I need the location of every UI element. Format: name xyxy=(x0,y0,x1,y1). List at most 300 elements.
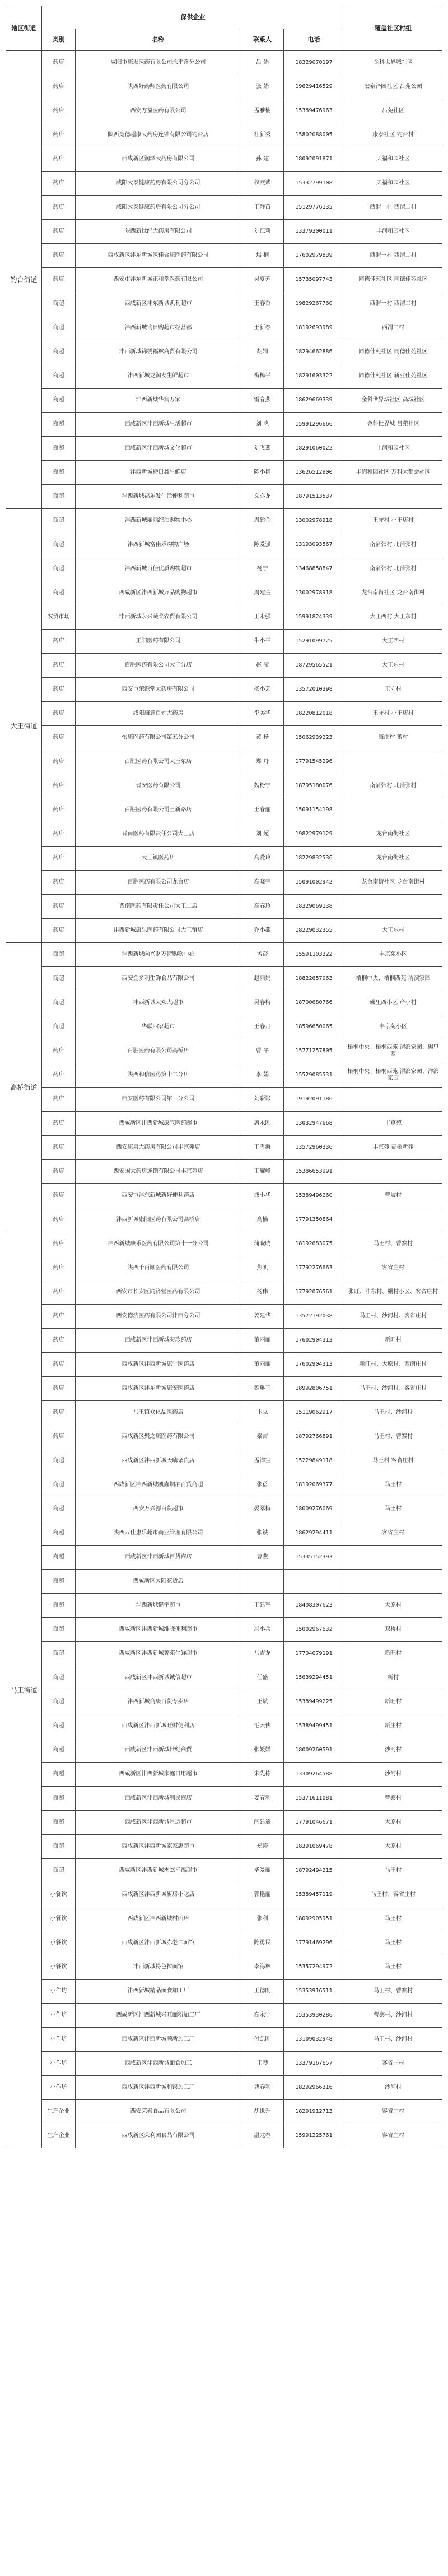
phone-cell: 15389499451 xyxy=(284,1714,344,1738)
table-row xyxy=(6,847,442,871)
header-row-top xyxy=(6,6,442,29)
name-cell: 陕西千百顺医药有限公司 xyxy=(76,1256,241,1280)
phone-cell: 18009276069 xyxy=(284,1497,344,1521)
table-row xyxy=(6,292,442,316)
type-cell: 小餐饮 xyxy=(42,1883,76,1907)
type-cell: 商超 xyxy=(42,292,76,316)
type-cell: 小作坊 xyxy=(42,2052,76,2076)
phone-cell: 15091002942 xyxy=(284,871,344,895)
phone-cell: 17602904313 xyxy=(284,1353,344,1377)
phone-cell: 19629416529 xyxy=(284,75,344,99)
contact-cell: 高爱玲 xyxy=(241,847,284,871)
contact-cell: 高永宁 xyxy=(241,2004,284,2028)
coverage-cell: 马王村、沙河村 xyxy=(344,2028,442,2052)
type-cell: 商超 xyxy=(42,1642,76,1666)
table-row xyxy=(6,99,442,123)
type-cell: 商超 xyxy=(42,364,76,389)
name-cell: 西咸新区沣西新城诚信超市 xyxy=(76,1666,241,1690)
table-row xyxy=(6,1546,442,1570)
coverage-cell: 大原村 xyxy=(344,1594,442,1618)
type-cell: 药店 xyxy=(42,196,76,220)
contact-cell: 焦凯 xyxy=(241,1256,284,1280)
phone-cell: 15002967632 xyxy=(284,1618,344,1642)
phone-cell: 15229849118 xyxy=(284,1449,344,1473)
table-row xyxy=(6,1280,442,1305)
header-supplier: 保供企业 xyxy=(42,6,344,29)
type-cell: 商超 xyxy=(42,1594,76,1618)
table-row xyxy=(6,702,442,726)
table-row xyxy=(6,1835,442,1859)
name-cell: 西安市沣东新城新好便利药店 xyxy=(76,1184,241,1208)
coverage-cell: 西渭一村 西渭二村 xyxy=(344,292,442,316)
phone-cell: 18291060022 xyxy=(284,437,344,461)
type-cell: 商超 xyxy=(42,1449,76,1473)
contact-cell: 孙 建 xyxy=(241,147,284,172)
type-cell: 药店 xyxy=(42,220,76,244)
type-cell: 药店 xyxy=(42,774,76,798)
type-cell: 药店 xyxy=(42,1136,76,1160)
type-cell: 药店 xyxy=(42,1353,76,1377)
contact-cell: 吴夏芳 xyxy=(241,268,284,292)
table-row xyxy=(6,1425,442,1449)
phone-cell: 15357294972 xyxy=(284,1955,344,1980)
phone-cell: 15389476963 xyxy=(284,99,344,123)
phone-cell: 15802088005 xyxy=(284,123,344,147)
type-cell: 药店 xyxy=(42,1377,76,1401)
coverage-cell: 大王东村 xyxy=(344,654,442,678)
type-cell: 商超 xyxy=(42,581,76,605)
coverage-cell: 王守村 xyxy=(344,678,442,702)
table-row xyxy=(6,1907,442,1931)
phone-cell: 18291603322 xyxy=(284,364,344,389)
coverage-cell: 客省庄村 xyxy=(344,1521,442,1546)
type-cell: 药店 xyxy=(42,798,76,822)
phone-cell: 18992806751 xyxy=(284,1377,344,1401)
phone-cell: 17791046671 xyxy=(284,1811,344,1835)
phone-cell: 18292966316 xyxy=(284,2076,344,2100)
name-cell: 西咸新区沣西新城百货商店 xyxy=(76,1546,241,1570)
name-cell: 西安万兴源百货超市 xyxy=(76,1497,241,1521)
table-row xyxy=(6,1136,442,1160)
phone-cell: 18391069478 xyxy=(284,1835,344,1859)
table-row xyxy=(6,2076,442,2100)
contact-cell: 闫建斌 xyxy=(241,1811,284,1835)
coverage-cell: 丰京苑小区 xyxy=(344,1015,442,1039)
table-row xyxy=(6,1088,442,1112)
contact-cell: 王春月 xyxy=(241,1015,284,1039)
contact-cell: 魏粉宁 xyxy=(241,774,284,798)
phone-cell: 18629294411 xyxy=(284,1521,344,1546)
coverage-cell: 新旺村 xyxy=(344,1642,442,1666)
contact-cell: 郑 丹 xyxy=(241,750,284,774)
type-cell: 商超 xyxy=(42,1763,76,1787)
name-cell: 西咸新区聚之康医药有限公司 xyxy=(76,1425,241,1449)
type-cell: 药店 xyxy=(42,1401,76,1425)
table-row xyxy=(6,991,442,1015)
phone-cell: 15353930286 xyxy=(284,2004,344,2028)
coverage-cell: 丰京苑 高桥新苑 xyxy=(344,1136,442,1160)
name-cell: 西咸新区沣西新城文化超市 xyxy=(76,437,241,461)
table-row xyxy=(6,1883,442,1907)
phone-cell: 15591103322 xyxy=(284,943,344,967)
phone-cell: 17792276663 xyxy=(284,1256,344,1280)
phone-cell: 18792494215 xyxy=(284,1859,344,1883)
phone-cell: 18092091871 xyxy=(284,147,344,172)
coverage-cell: 沙河村 xyxy=(344,1738,442,1763)
table-row xyxy=(6,1714,442,1738)
coverage-cell: 宏泰泽园社区 吕苑公园 xyxy=(344,75,442,99)
name-cell: 沣西新城康阳医药有限公司高桥店 xyxy=(76,1208,241,1232)
contact-cell: 赵 莹 xyxy=(241,654,284,678)
table-row xyxy=(6,967,442,991)
coverage-cell: 新旺村、大原村、西南庄村 xyxy=(344,1353,442,1377)
contact-cell: 雷春燕 xyxy=(241,389,284,413)
contact-cell: 孟洋宝 xyxy=(241,1449,284,1473)
table-row xyxy=(6,1570,442,1594)
name-cell: 西咸新区沣西新城世纪商贸 xyxy=(76,1738,241,1763)
coverage-cell: 客省庄村 xyxy=(344,2100,442,2124)
coverage-cell xyxy=(344,485,442,509)
table-row xyxy=(6,389,442,413)
coverage-cell: 龙台南街社区 龙台南街村 xyxy=(344,581,442,605)
coverage-cell: 马王村 xyxy=(344,1473,442,1497)
table-row xyxy=(6,268,442,292)
phone-cell: 13626512900 xyxy=(284,461,344,485)
type-cell: 商超 xyxy=(42,389,76,413)
contact-cell: 张利 xyxy=(241,1907,284,1931)
coverage-cell: 马王村 xyxy=(344,1955,442,1980)
coverage-cell: 双桥村 xyxy=(344,1618,442,1642)
name-cell: 西咸新区沣西新城赤老二面馆 xyxy=(76,1931,241,1955)
header-coverage: 覆盖社区村组 xyxy=(344,6,442,51)
header-name: 名称 xyxy=(76,29,241,51)
table-row xyxy=(6,1449,442,1473)
contact-cell: 王春香 xyxy=(241,292,284,316)
coverage-cell: 同德佳苑社区 同德佳苑社区 xyxy=(344,268,442,292)
coverage-cell: 大王东村 xyxy=(344,919,442,943)
table-row xyxy=(6,1811,442,1835)
phone-cell: 15371611081 xyxy=(284,1787,344,1811)
name-cell: 西咸新区沣西新城顺新加工厂 xyxy=(76,2028,241,2052)
name-cell: 沣西新城特日鑫生鲜店 xyxy=(76,461,241,485)
contact-cell: 曹 平 xyxy=(241,1039,284,1063)
contact-cell: 吕 娟 xyxy=(241,51,284,75)
coverage-cell: 曹坡村 xyxy=(344,1184,442,1208)
name-cell: 咸阳大泰健康药房有限公司分公司 xyxy=(76,172,241,196)
phone-cell: 15386653991 xyxy=(284,1160,344,1184)
phone-cell: 15332799108 xyxy=(284,172,344,196)
type-cell: 药店 xyxy=(42,847,76,871)
coverage-cell: 曹寨村、沙河村 xyxy=(344,2004,442,2028)
coverage-cell: 康庄村 蓄村 xyxy=(344,726,442,750)
type-cell: 药店 xyxy=(42,895,76,919)
type-cell: 商超 xyxy=(42,967,76,991)
phone-cell xyxy=(284,1570,344,1594)
table-row xyxy=(6,1305,442,1329)
contact-cell: 毛云侠 xyxy=(241,1714,284,1738)
phone-cell: 18229032355 xyxy=(284,919,344,943)
type-cell: 商超 xyxy=(42,1835,76,1859)
type-cell: 农贸市场 xyxy=(42,605,76,630)
name-cell: 陕西新世纪大药房有限公司 xyxy=(76,220,241,244)
contact-cell: 高春玲 xyxy=(241,895,284,919)
coverage-cell: 客省庄村 xyxy=(344,2052,442,2076)
name-cell: 沣西新城钓日购超市经营部 xyxy=(76,316,241,340)
name-cell: 西咸新区沣西新城杰杰幸福超市 xyxy=(76,1859,241,1883)
contact-cell: 王静苗 xyxy=(241,196,284,220)
name-cell: 西咸新区沣东新城医佳合康医药有限公司 xyxy=(76,244,241,268)
phone-cell: 15353916511 xyxy=(284,1980,344,2004)
phone-cell: 18792766891 xyxy=(284,1425,344,1449)
coverage-cell: 马王村 客省庄村 xyxy=(344,1449,442,1473)
name-cell: 西咸新区沣东新城凯利超市 xyxy=(76,292,241,316)
type-cell: 药店 xyxy=(42,1256,76,1280)
contact-cell: 郑涛 xyxy=(241,1835,284,1859)
coverage-cell: 丰京苑小区 xyxy=(344,943,442,967)
phone-cell: 18092905951 xyxy=(284,1907,344,1931)
type-cell: 商超 xyxy=(42,1497,76,1521)
contact-cell: 李 娟 xyxy=(241,1063,284,1088)
name-cell: 华联四家超市 xyxy=(76,1015,241,1039)
name-cell: 西安市沣东新城正和堂医药有限公司 xyxy=(76,268,241,292)
type-cell: 商超 xyxy=(42,461,76,485)
phone-cell: 13002978918 xyxy=(284,581,344,605)
name-cell: 西咸新区沣西新城生活超市 xyxy=(76,413,241,437)
coverage-cell: 马王村、沙河村 xyxy=(344,1401,442,1425)
table-row xyxy=(6,1473,442,1497)
name-cell: 西咸新区沣西新城康宁医药店 xyxy=(76,1353,241,1377)
phone-cell: 18220812018 xyxy=(284,702,344,726)
contact-cell: 张媛媛 xyxy=(241,1738,284,1763)
coverage-cell: 西渭二村 xyxy=(344,316,442,340)
contact-cell: 王建军 xyxy=(241,1594,284,1618)
type-cell: 药店 xyxy=(42,726,76,750)
table-row xyxy=(6,437,442,461)
type-cell: 药店 xyxy=(42,1184,76,1208)
name-cell: 沣西新城丽丽纪泊购物中心 xyxy=(76,509,241,533)
phone-cell: 18822657063 xyxy=(284,967,344,991)
phone-cell: 15389496260 xyxy=(284,1184,344,1208)
contact-cell: 刘 超 xyxy=(241,822,284,847)
phone-cell: 15129776135 xyxy=(284,196,344,220)
type-cell: 小作坊 xyxy=(42,2028,76,2052)
phone-cell: 15991824339 xyxy=(284,605,344,630)
phone-cell: 15389499225 xyxy=(284,1690,344,1714)
table-row xyxy=(6,1256,442,1280)
table-row xyxy=(6,461,442,485)
type-cell: 药店 xyxy=(42,678,76,702)
table-row xyxy=(6,340,442,364)
table-row xyxy=(6,1497,442,1521)
table-row xyxy=(6,1666,442,1690)
table-row xyxy=(6,630,442,654)
coverage-cell: 天福和园社区 xyxy=(344,172,442,196)
table-row xyxy=(6,2028,442,2052)
table-row xyxy=(6,172,442,196)
coverage-cell: 王守村 小王店村 xyxy=(344,509,442,533)
coverage-cell xyxy=(344,750,442,774)
name-cell: 晋安医药有限公司 xyxy=(76,774,241,798)
table-row xyxy=(6,147,442,172)
contact-cell: 杜新秀 xyxy=(241,123,284,147)
coverage-cell: 马王村 xyxy=(344,1931,442,1955)
phone-cell: 17704079191 xyxy=(284,1642,344,1666)
table-row xyxy=(6,1160,442,1184)
name-cell: 马王镇众化品医药店 xyxy=(76,1401,241,1425)
name-cell: 沣西新城福乐发生活便利超市 xyxy=(76,485,241,509)
coverage-cell: 客省庄村 xyxy=(344,1256,442,1280)
contact-cell: 王春丽 xyxy=(241,798,284,822)
contact-cell: 周建金 xyxy=(241,581,284,605)
table-row xyxy=(6,1980,442,2004)
phone-cell: 18729565521 xyxy=(284,654,344,678)
contact-cell: 丁耀峰 xyxy=(241,1160,284,1184)
name-cell: 百胜医药有限公司大王东店 xyxy=(76,750,241,774)
type-cell: 药店 xyxy=(42,123,76,147)
coverage-cell: 南蒲张村 北蒲张村 xyxy=(344,533,442,557)
table-row xyxy=(6,1763,442,1787)
contact-cell: 陈勇民 xyxy=(241,1931,284,1955)
coverage-cell xyxy=(344,1088,442,1112)
phone-cell: 19192091186 xyxy=(284,1088,344,1112)
contact-cell: 梅樟平 xyxy=(241,364,284,389)
contact-cell: 刘飞燕 xyxy=(241,437,284,461)
contact-cell: 牛小平 xyxy=(241,630,284,654)
name-cell: 西咸新区沣西新城维晓便利超市 xyxy=(76,1618,241,1642)
phone-cell: 18229832536 xyxy=(284,847,344,871)
type-cell: 药店 xyxy=(42,1063,76,1088)
table-row xyxy=(6,1690,442,1714)
phone-cell: 19829267760 xyxy=(284,292,344,316)
coverage-cell: 金科世界城 吕苑社区 xyxy=(344,413,442,437)
table-row xyxy=(6,364,442,389)
table-row xyxy=(6,1618,442,1642)
table-row xyxy=(6,196,442,220)
name-cell: 陕西万佳惠乐超市商业管理有限公司 xyxy=(76,1521,241,1546)
contact-cell xyxy=(241,1570,284,1594)
contact-cell: 王琴 xyxy=(241,2052,284,2076)
phone-cell: 17602979839 xyxy=(284,244,344,268)
coverage-cell: 梧桐中央、梧桐西苑 渭滨家园 xyxy=(344,967,442,991)
table-row xyxy=(6,774,442,798)
coverage-cell: 吕苑社区 xyxy=(344,99,442,123)
type-cell: 药店 xyxy=(42,919,76,943)
coverage-cell: 马王村 xyxy=(344,1859,442,1883)
contact-cell: 陈小艳 xyxy=(241,461,284,485)
contact-cell: 杨伟 xyxy=(241,1280,284,1305)
name-cell: 西安市荣源堂大药房有限公司 xyxy=(76,678,241,702)
type-cell: 生产企业 xyxy=(42,2100,76,2124)
contact-cell: 张蓓 xyxy=(241,1473,284,1497)
contact-cell: 焦 楠 xyxy=(241,244,284,268)
type-cell: 商超 xyxy=(42,340,76,364)
table-row xyxy=(6,557,442,581)
table-row xyxy=(6,316,442,340)
coverage-cell: 大王西村 xyxy=(344,630,442,654)
name-cell: 西咸新区沣西新城村面店 xyxy=(76,1907,241,1931)
table-row xyxy=(6,1594,442,1618)
table-row xyxy=(6,1184,442,1208)
table-row xyxy=(6,2100,442,2124)
phone-cell: 17791545296 xyxy=(284,750,344,774)
contact-cell: 晏翠梅 xyxy=(241,1497,284,1521)
contact-cell: 杨宁 xyxy=(241,557,284,581)
name-cell: 沣西新城特色拉面馆 xyxy=(76,1955,241,1980)
name-cell: 咸阳康意百姓大药房 xyxy=(76,702,241,726)
phone-cell: 15735097743 xyxy=(284,268,344,292)
type-cell: 商超 xyxy=(42,413,76,437)
name-cell: 西安方益医药有限公司 xyxy=(76,99,241,123)
coverage-cell: 马王村、客省庄村 xyxy=(344,1883,442,1907)
coverage-cell xyxy=(344,1160,442,1184)
table-row xyxy=(6,1039,442,1063)
phone-cell: 18192693989 xyxy=(284,316,344,340)
coverage-cell: 龙台南街社区 xyxy=(344,847,442,871)
name-cell: 西咸新区沣西新城和馍加工厂 xyxy=(76,2076,241,2100)
phone-cell: 13309264588 xyxy=(284,1763,344,1787)
name-cell: 百胜医药有限公司龙台店 xyxy=(76,871,241,895)
phone-cell: 18294662886 xyxy=(284,340,344,364)
name-cell: 百胜医药有限公司大王分店 xyxy=(76,654,241,678)
type-cell: 生产企业 xyxy=(42,2124,76,2148)
name-cell: 沣西新城锦绣福林商贸有限公司 xyxy=(76,340,241,364)
name-cell: 西安荣泰食品有限公司 xyxy=(76,2100,241,2124)
name-cell: 西安金多利生鲜食品有限公司 xyxy=(76,967,241,991)
header-contact: 联系人 xyxy=(241,29,284,51)
header-phone: 电话 xyxy=(284,29,344,51)
name-cell: 晋南医药有限责任公司大王店 xyxy=(76,822,241,847)
name-cell: 西咸新区沣西新城凯鑫烟酒百货商超 xyxy=(76,1473,241,1497)
phone-cell: 15529085531 xyxy=(284,1063,344,1088)
coverage-cell: 同德佳苑社区 同德佳苑社区 xyxy=(344,340,442,364)
table-row xyxy=(6,1232,442,1256)
table-row xyxy=(6,2004,442,2028)
name-cell: 西咸新区沣西新城秦珍药店 xyxy=(76,1329,241,1353)
table-row xyxy=(6,75,442,99)
name-cell: 沣西新城大众大超市 xyxy=(76,991,241,1015)
table-row xyxy=(6,871,442,895)
phone-cell: 18596650065 xyxy=(284,1015,344,1039)
phone-cell: 15389457119 xyxy=(284,1883,344,1907)
header-region: 辖区街道 xyxy=(6,6,42,51)
coverage-cell: 马王村、曹寨村 xyxy=(344,1425,442,1449)
phone-cell: 15771257805 xyxy=(284,1039,344,1063)
coverage-cell: 沙河村 xyxy=(344,2076,442,2100)
name-cell: 沣西新城百佳优质购物超市 xyxy=(76,557,241,581)
phone-cell: 18700680766 xyxy=(284,991,344,1015)
coverage-cell: 金科世界城社区 高城社区 xyxy=(344,389,442,413)
coverage-cell: 南蒲张村 北蒲张村 xyxy=(344,557,442,581)
type-cell: 药店 xyxy=(42,871,76,895)
type-cell: 商超 xyxy=(42,1521,76,1546)
type-cell: 商超 xyxy=(42,557,76,581)
table-row xyxy=(6,726,442,750)
type-cell: 商超 xyxy=(42,1690,76,1714)
table-row xyxy=(6,822,442,847)
table-row xyxy=(6,605,442,630)
type-cell: 商超 xyxy=(42,1859,76,1883)
coverage-cell: 碾里西小区 产小村 xyxy=(344,991,442,1015)
coverage-cell xyxy=(344,798,442,822)
type-cell: 药店 xyxy=(42,147,76,172)
coverage-cell: 大原村 xyxy=(344,1835,442,1859)
phone-cell: 15335152393 xyxy=(284,1546,344,1570)
coverage-cell: 新庄村 xyxy=(344,1714,442,1738)
contact-cell: 毕爱丽 xyxy=(241,1859,284,1883)
name-cell: 正阳医药有限公司 xyxy=(76,630,241,654)
table-row xyxy=(6,1521,442,1546)
type-cell: 商超 xyxy=(42,1714,76,1738)
